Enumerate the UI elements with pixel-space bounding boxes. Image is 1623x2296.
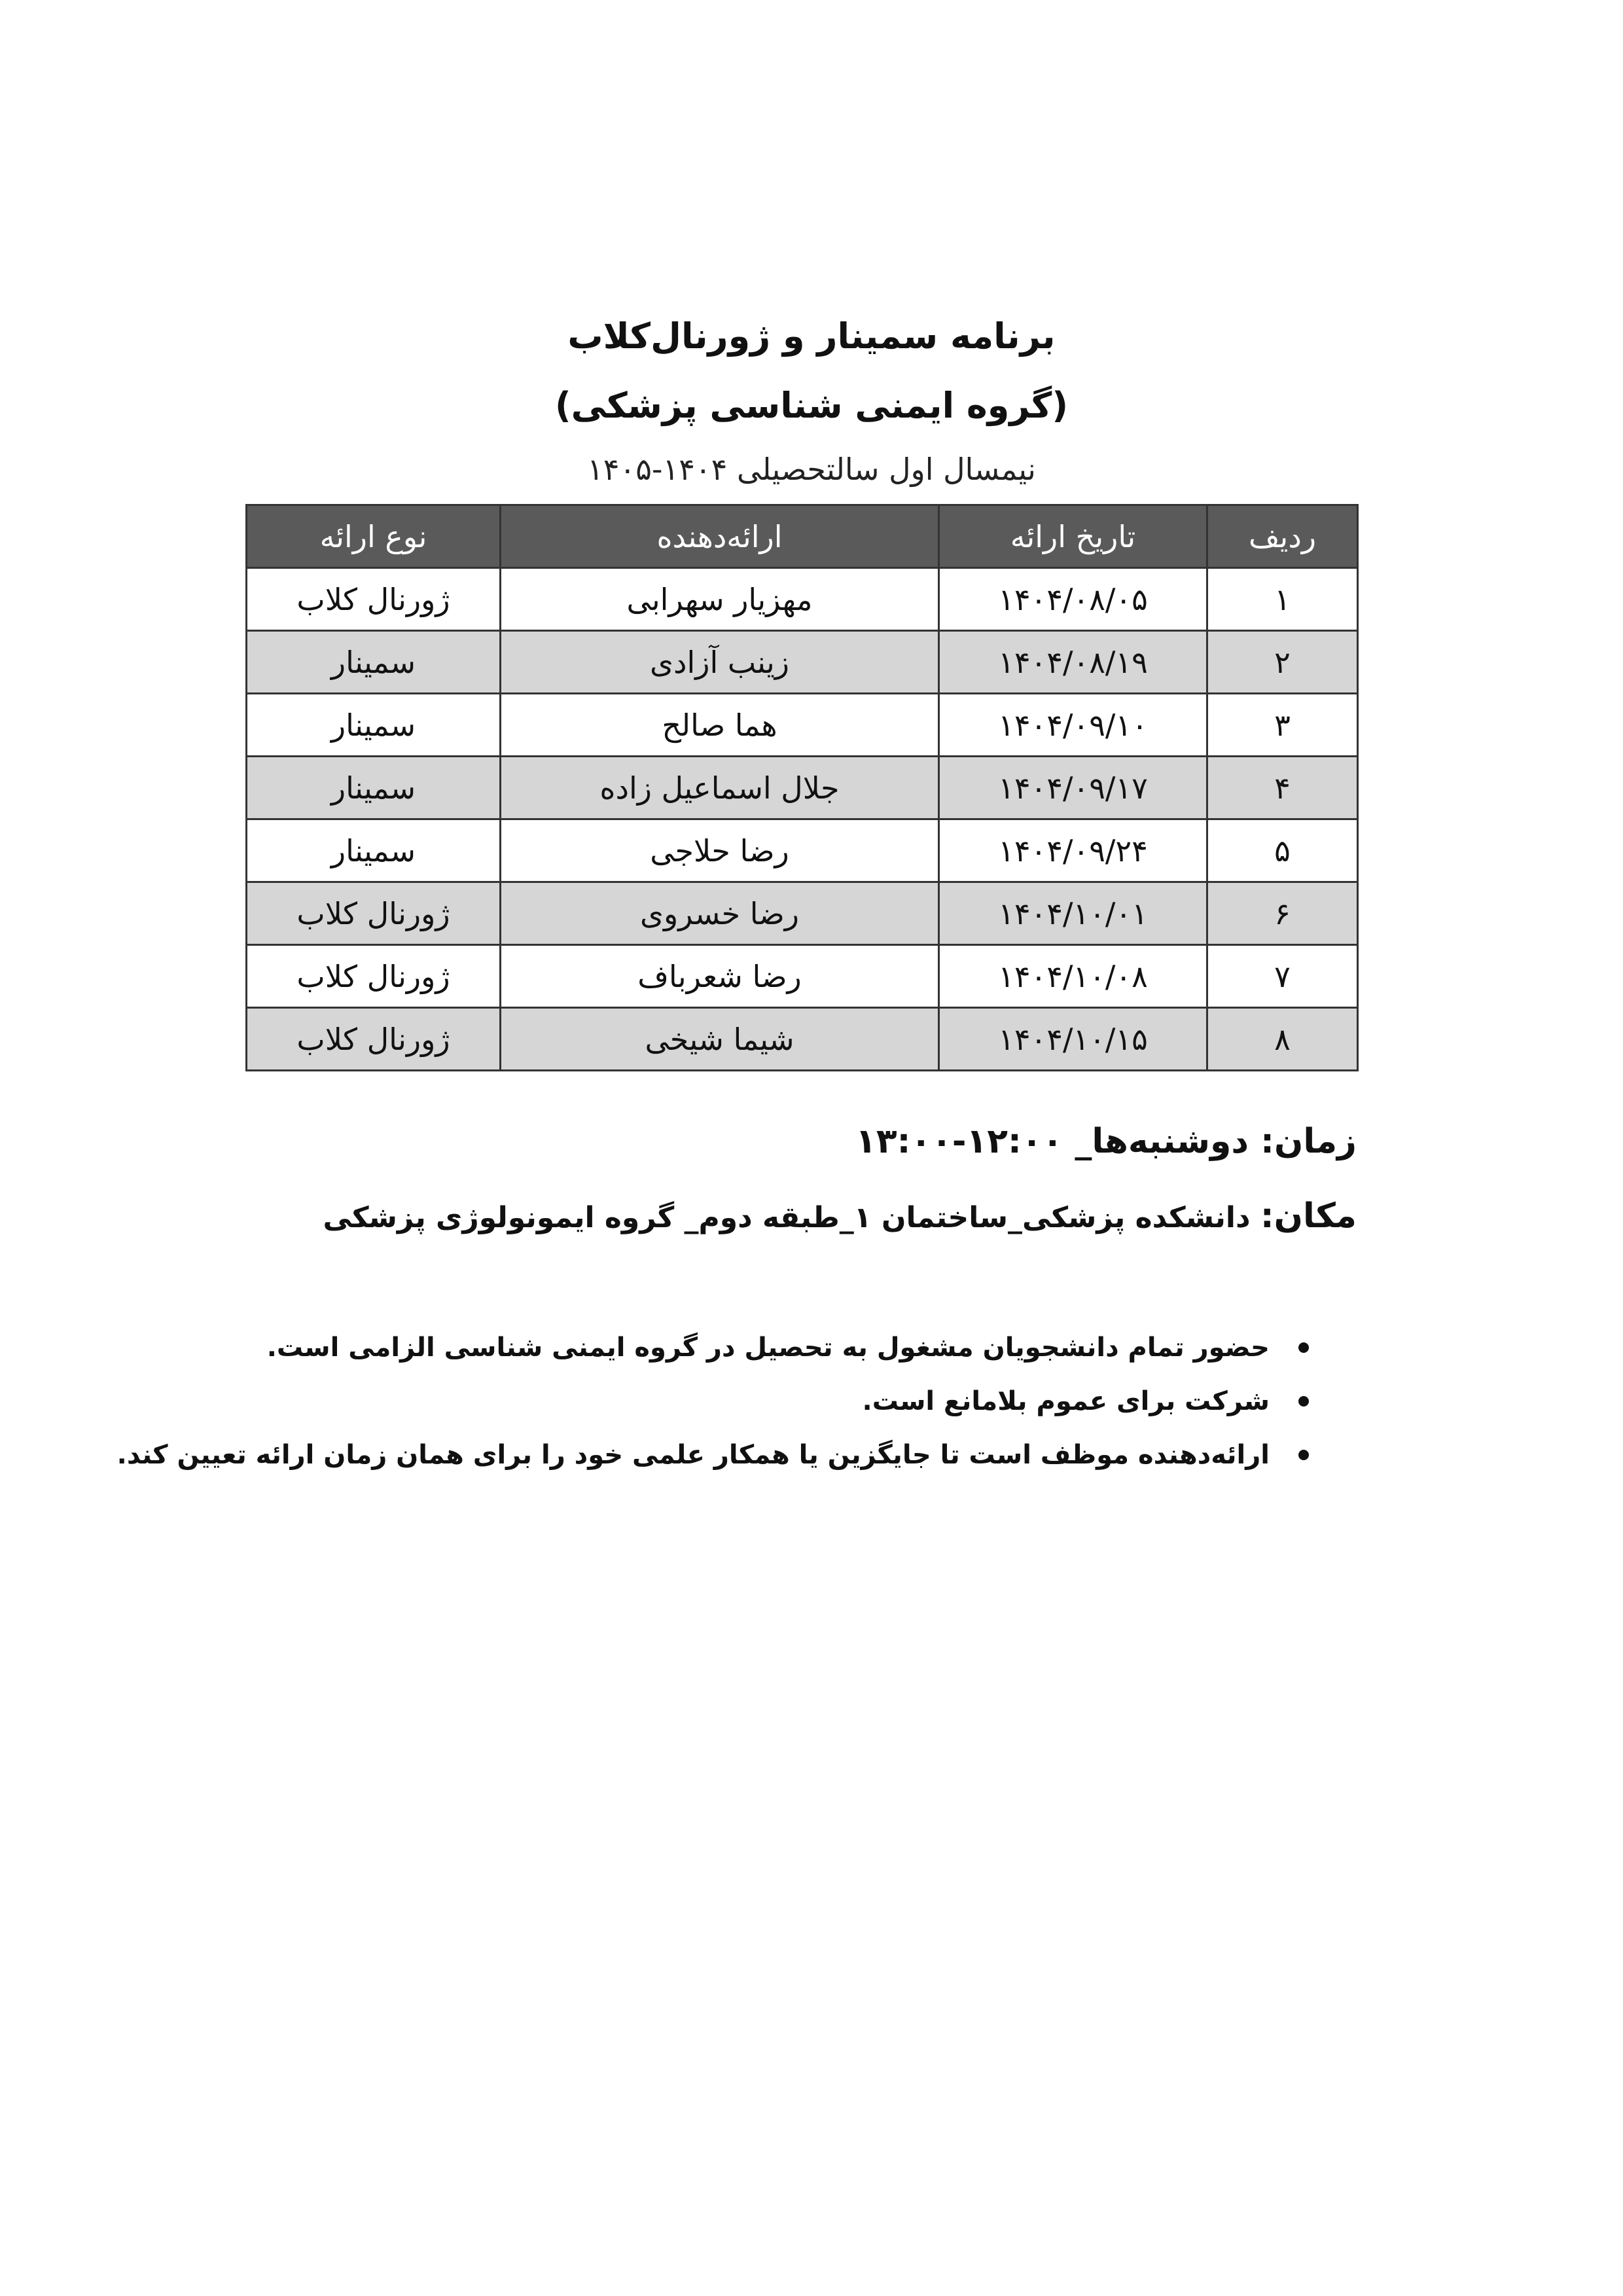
semester-label: نیمسال اول سالتحصیلی ۱۴۰۴-۱۴۰۵ <box>587 452 1036 487</box>
type-cell: ژورنال کلاب <box>247 882 501 945</box>
presenter-cell: زینب آزادی <box>501 631 939 694</box>
type-cell: ژورنال کلاب <box>247 945 501 1008</box>
time-label: زمان: <box>1260 1122 1357 1161</box>
type-cell: ژورنال کلاب <box>247 568 501 631</box>
place-value: دانشکده پزشکی_ساختمان ۱_طبقه دوم_ گروه ایمونولوژی پزشکی <box>323 1201 1251 1234</box>
type-cell: سمینار <box>247 631 501 694</box>
presenter-cell: مهزیار سهرابی <box>501 568 939 631</box>
presenter-cell: رضا خسروی <box>501 882 939 945</box>
bullet-icon <box>1298 1342 1309 1353</box>
type-cell: سمینار <box>247 694 501 757</box>
table-header-row <box>247 505 1358 568</box>
table-row <box>247 757 1358 819</box>
date-cell: ۱۴۰۴/۱۰/۰۱ <box>939 882 1207 945</box>
date-cell: ۱۴۰۴/۰۸/۱۹ <box>939 631 1207 694</box>
table-row <box>247 945 1358 1008</box>
column-header-row-number: ردیف <box>1207 505 1358 568</box>
page-subtitle: (گروه ایمنی شناسی پزشکی) <box>554 385 1069 426</box>
list-item <box>117 1321 1309 1374</box>
page-title: برنامه سمینار و ژورنال‌کلاب <box>567 315 1056 357</box>
type-cell: ژورنال کلاب <box>247 1008 501 1071</box>
time-info <box>855 1122 1357 1161</box>
row-number-cell: ۴ <box>1207 757 1358 819</box>
presenter-cell: هما صالح <box>501 694 939 757</box>
type-cell: سمینار <box>247 757 501 819</box>
note-text: حضور تمام دانشجویان مشغول به تحصیل در گروه ایمنی شناسی الزامی است. <box>266 1333 1270 1363</box>
row-number-cell: ۳ <box>1207 694 1358 757</box>
note-text: شرکت برای عموم بلامانع است. <box>862 1386 1270 1416</box>
presenter-cell: رضا شعرباف <box>501 945 939 1008</box>
table-row <box>247 882 1358 945</box>
table-row <box>247 694 1358 757</box>
table-row <box>247 568 1358 631</box>
date-cell: ۱۴۰۴/۰۹/۱۰ <box>939 694 1207 757</box>
time-value: دوشنبه‌ها_ ۱۲:۰۰-۱۳:۰۰ <box>855 1122 1249 1161</box>
date-cell: ۱۴۰۴/۰۹/۲۴ <box>939 819 1207 882</box>
row-number-cell: ۶ <box>1207 882 1358 945</box>
presenter-cell: جلال اسماعیل زاده <box>501 757 939 819</box>
row-number-cell: ۵ <box>1207 819 1358 882</box>
place-label: مکان: <box>1260 1196 1357 1236</box>
table-row <box>247 631 1358 694</box>
date-cell: ۱۴۰۴/۰۸/۰۵ <box>939 568 1207 631</box>
column-header-date: تاریخ ارائه <box>939 505 1207 568</box>
bullet-icon <box>1298 1450 1309 1460</box>
column-header-type: نوع ارائه <box>247 505 501 568</box>
presenter-cell: رضا حلاجی <box>501 819 939 882</box>
schedule-table <box>245 504 1359 1071</box>
place-info <box>323 1196 1357 1236</box>
notes-list <box>117 1321 1309 1482</box>
date-cell: ۱۴۰۴/۱۰/۱۵ <box>939 1008 1207 1071</box>
row-number-cell: ۸ <box>1207 1008 1358 1071</box>
bullet-icon <box>1298 1396 1309 1407</box>
list-item <box>117 1374 1309 1428</box>
presenter-cell: شیما شیخی <box>501 1008 939 1071</box>
row-number-cell: ۷ <box>1207 945 1358 1008</box>
row-number-cell: ۱ <box>1207 568 1358 631</box>
column-header-presenter: ارائه‌دهنده <box>501 505 939 568</box>
note-text: ارائه‌دهنده موظف است تا جایگزین یا همکار علمی خود را برای همان زمان ارائه تعیین کند. <box>116 1440 1270 1470</box>
type-cell: سمینار <box>247 819 501 882</box>
table-row <box>247 1008 1358 1071</box>
date-cell: ۱۴۰۴/۰۹/۱۷ <box>939 757 1207 819</box>
table-row <box>247 819 1358 882</box>
list-item <box>117 1428 1309 1482</box>
date-cell: ۱۴۰۴/۱۰/۰۸ <box>939 945 1207 1008</box>
row-number-cell: ۲ <box>1207 631 1358 694</box>
